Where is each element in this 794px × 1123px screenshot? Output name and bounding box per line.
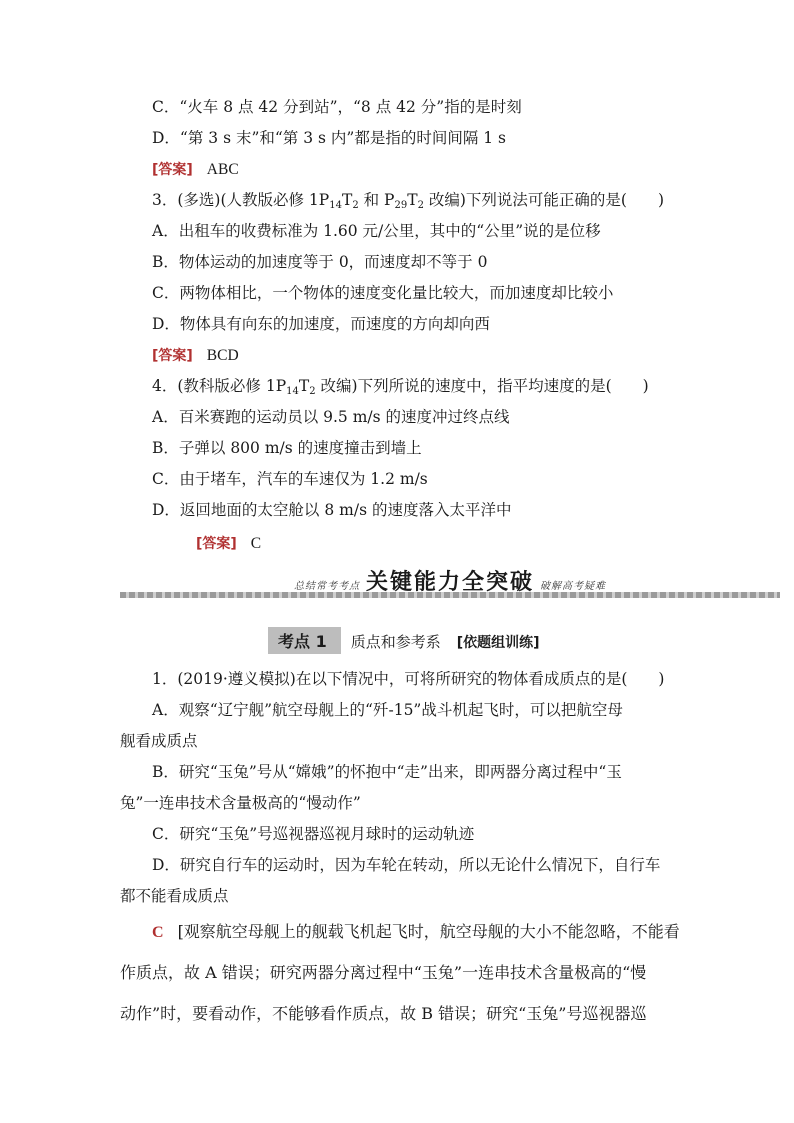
q4-option-a: A．百米赛跑的运动员以 9.5 m/s 的速度冲过终点线 [152, 408, 510, 426]
q1-explanation-line2: 作质点，故 A 错误；研究两器分离过程中“玉兔”一连串技术含量极高的“慢 [120, 963, 647, 982]
q1-option-b-line2: 兔”一连串技术含量极高的“慢动作” [120, 794, 361, 812]
q1-explanation-line1: C [观察航空母舰上的舰载飞机起飞时，航空母舰的大小不能忽略，不能看 [152, 922, 680, 941]
q1-option-b-line1: B．研究“玉兔”号从“嫦娥”的怀抱中“走”出来，即两器分离过程中“玉 [152, 763, 622, 781]
q1-option-a-line2: 舰看成质点 [120, 732, 198, 750]
section-banner [120, 565, 780, 599]
answer-label: [答案] [152, 162, 193, 178]
q3-option-b: B．物体运动的加速度等于 0，而速度却不等于 0 [152, 253, 488, 271]
prev-option-d: D．“第 3 s 末”和“第 3 s 内”都是指的时间间隔 1 s [152, 129, 506, 147]
section-number: 考点 1 [268, 627, 341, 654]
answer-label: [答案] [196, 536, 237, 552]
q4-stem: 4．(教科版必修 $1P_{14}T_2$ 改编)下列所说的速度中，指平均速度的是( ) [152, 377, 649, 397]
section-title: 质点和参考系 [350, 633, 441, 651]
answer-value: ABC [206, 161, 239, 178]
banner-left-text: 总结常考考点 [293, 581, 360, 592]
q4-option-d: D．返回地面的太空舱以 8 m/s 的速度落入太平洋中 [152, 501, 512, 519]
prev-answer [152, 159, 239, 180]
explanation-answer: C [152, 924, 164, 941]
q3-option-a: A．出租车的收费标准为 1.60 元/公里，其中的“公里”说的是位移 [152, 222, 601, 240]
q1-option-a-line1: A．观察“辽宁舰”航空母舰上的“歼-15”战斗机起飞时，可以把航空母 [152, 701, 623, 719]
q3-option-c: C．两物体相比，一个物体的速度变化量比较大，而加速度却比较小 [152, 284, 614, 302]
prev-option-c: C．“火车 8 点 42 分到站”，“8 点 42 分”指的是时刻 [152, 98, 522, 116]
answer-value: C [250, 535, 262, 552]
banner-right-text: 破解高考疑难 [540, 581, 606, 592]
answer-value: BCD [206, 347, 239, 364]
answer-label: [答案] [152, 348, 193, 364]
q4-answer [196, 533, 261, 554]
banner-title: 关键能力全突破 [365, 570, 534, 595]
q4-option-c: C．由于堵车，汽车的车速仅为 1.2 m/s [152, 470, 428, 488]
q3-option-d: D．物体具有向东的加速度，而速度的方向却向西 [152, 315, 490, 333]
q1-explanation-line3: 动作”时，要看动作，不能够看作质点，故 B 错误；研究“玉兔”号巡视器巡 [120, 1004, 647, 1023]
q1-stem: 1．(2019·遵义模拟)在以下情况中，可将所研究的物体看成质点的是( ) [152, 670, 665, 688]
q1-option-c: C．研究“玉兔”号巡视器巡视月球时的运动轨迹 [152, 825, 475, 843]
q1-option-d-line1: D．研究自行车的运动时，因为车轮在转动，所以无论什么情况下，自行车 [152, 856, 661, 874]
q4-option-b: B．子弹以 800 m/s 的速度撞击到墙上 [152, 439, 422, 457]
section-tag: [依题组训练] [456, 635, 540, 651]
section-heading [268, 627, 540, 651]
q3-answer [152, 345, 239, 366]
q3-stem: 3．(多选)(人教版必修 $1P_{14}T_2$ 和 $P_{29}T_2$ 改编)下列说法可能正确的是( ) [152, 191, 665, 211]
q1-option-d-line2: 都不能看成质点 [120, 887, 229, 905]
